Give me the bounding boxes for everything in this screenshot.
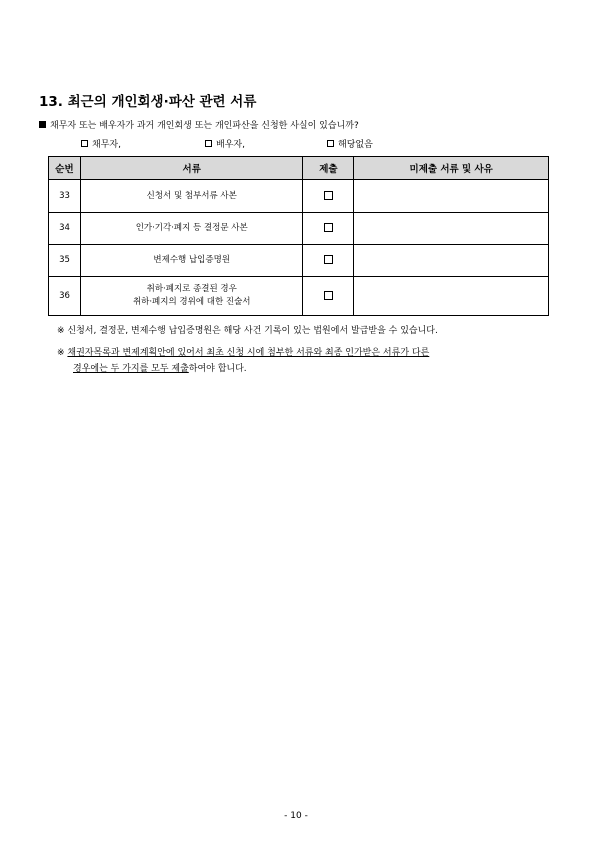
- row-reason[interactable]: [354, 213, 549, 245]
- checkbox-icon[interactable]: [324, 255, 333, 264]
- row-no: 33: [49, 180, 81, 213]
- row-document: 변제수행 납입증명원: [80, 245, 303, 277]
- checkbox-icon[interactable]: [81, 140, 88, 147]
- checkbox-icon[interactable]: [324, 223, 333, 232]
- row-reason[interactable]: [354, 180, 549, 213]
- note-text-underlined: 경우에는 두 가지를 모두 제출: [73, 364, 189, 374]
- option-label: 배우자,: [216, 140, 245, 150]
- row-submitted[interactable]: [303, 213, 354, 245]
- row-document: 인가·기각·폐지 등 결정문 사본: [80, 213, 303, 245]
- row-reason[interactable]: [354, 277, 549, 316]
- option-debtor[interactable]: [81, 137, 121, 150]
- table-row: [49, 277, 549, 316]
- header-document: 서류: [80, 157, 303, 180]
- option-none[interactable]: [327, 137, 373, 150]
- table-row: [49, 245, 549, 277]
- option-label: 해당없음: [338, 140, 373, 150]
- header-submitted: 제출: [303, 157, 354, 180]
- row-no: 36: [49, 277, 81, 316]
- header-no: 순번: [49, 157, 81, 180]
- row-reason[interactable]: [354, 245, 549, 277]
- option-spouse[interactable]: [205, 137, 245, 150]
- question-options: [0, 137, 592, 151]
- question: [39, 118, 359, 131]
- row-submitted[interactable]: [303, 277, 354, 316]
- checkbox-icon[interactable]: [324, 191, 333, 200]
- row-document: [80, 277, 303, 316]
- note-submission-cont: [73, 361, 247, 374]
- row-document: 신청서 및 첨부서류 사본: [80, 180, 303, 213]
- page-number: - 10 -: [284, 811, 308, 821]
- option-label: 채무자,: [92, 140, 121, 150]
- row-submitted[interactable]: [303, 180, 354, 213]
- documents-table: [48, 156, 549, 316]
- table-header-row: [49, 157, 549, 180]
- filled-square-icon: [39, 121, 46, 128]
- table-row: [49, 180, 549, 213]
- note-issuance: ※ 신청서, 결정문, 변제수행 납입증명원은 해당 사건 기록이 있는 법원에서 발급받을 수 있습니다.: [57, 326, 438, 336]
- row-document-line2: 취하·폐지의 경위에 대한 진술서: [132, 297, 251, 307]
- table-row: [49, 213, 549, 245]
- checkbox-icon[interactable]: [205, 140, 212, 147]
- header-reason: 미제출 서류 및 사유: [354, 157, 549, 180]
- row-document-line1: 취하·폐지로 종결된 경우: [146, 284, 237, 295]
- row-no: 34: [49, 213, 81, 245]
- row-no: 35: [49, 245, 81, 277]
- checkbox-icon[interactable]: [324, 291, 333, 300]
- note-submission: [57, 345, 429, 358]
- note-text-underlined: 채권자목록과 변제계획안에 있어서 최초 신청 시에 첨부한 서류와 최종 인가받은 서류가 다른: [67, 348, 430, 358]
- note-text: 하여야 합니다.: [188, 364, 247, 374]
- section-title: 13. 최근의 개인회생·파산 관련 서류: [39, 94, 257, 110]
- row-submitted[interactable]: [303, 245, 354, 277]
- question-text: 채무자 또는 배우자가 과거 개인회생 또는 개인파산을 신청한 사실이 있습니까?: [50, 121, 359, 131]
- note-mark: ※: [57, 348, 65, 358]
- checkbox-icon[interactable]: [327, 140, 334, 147]
